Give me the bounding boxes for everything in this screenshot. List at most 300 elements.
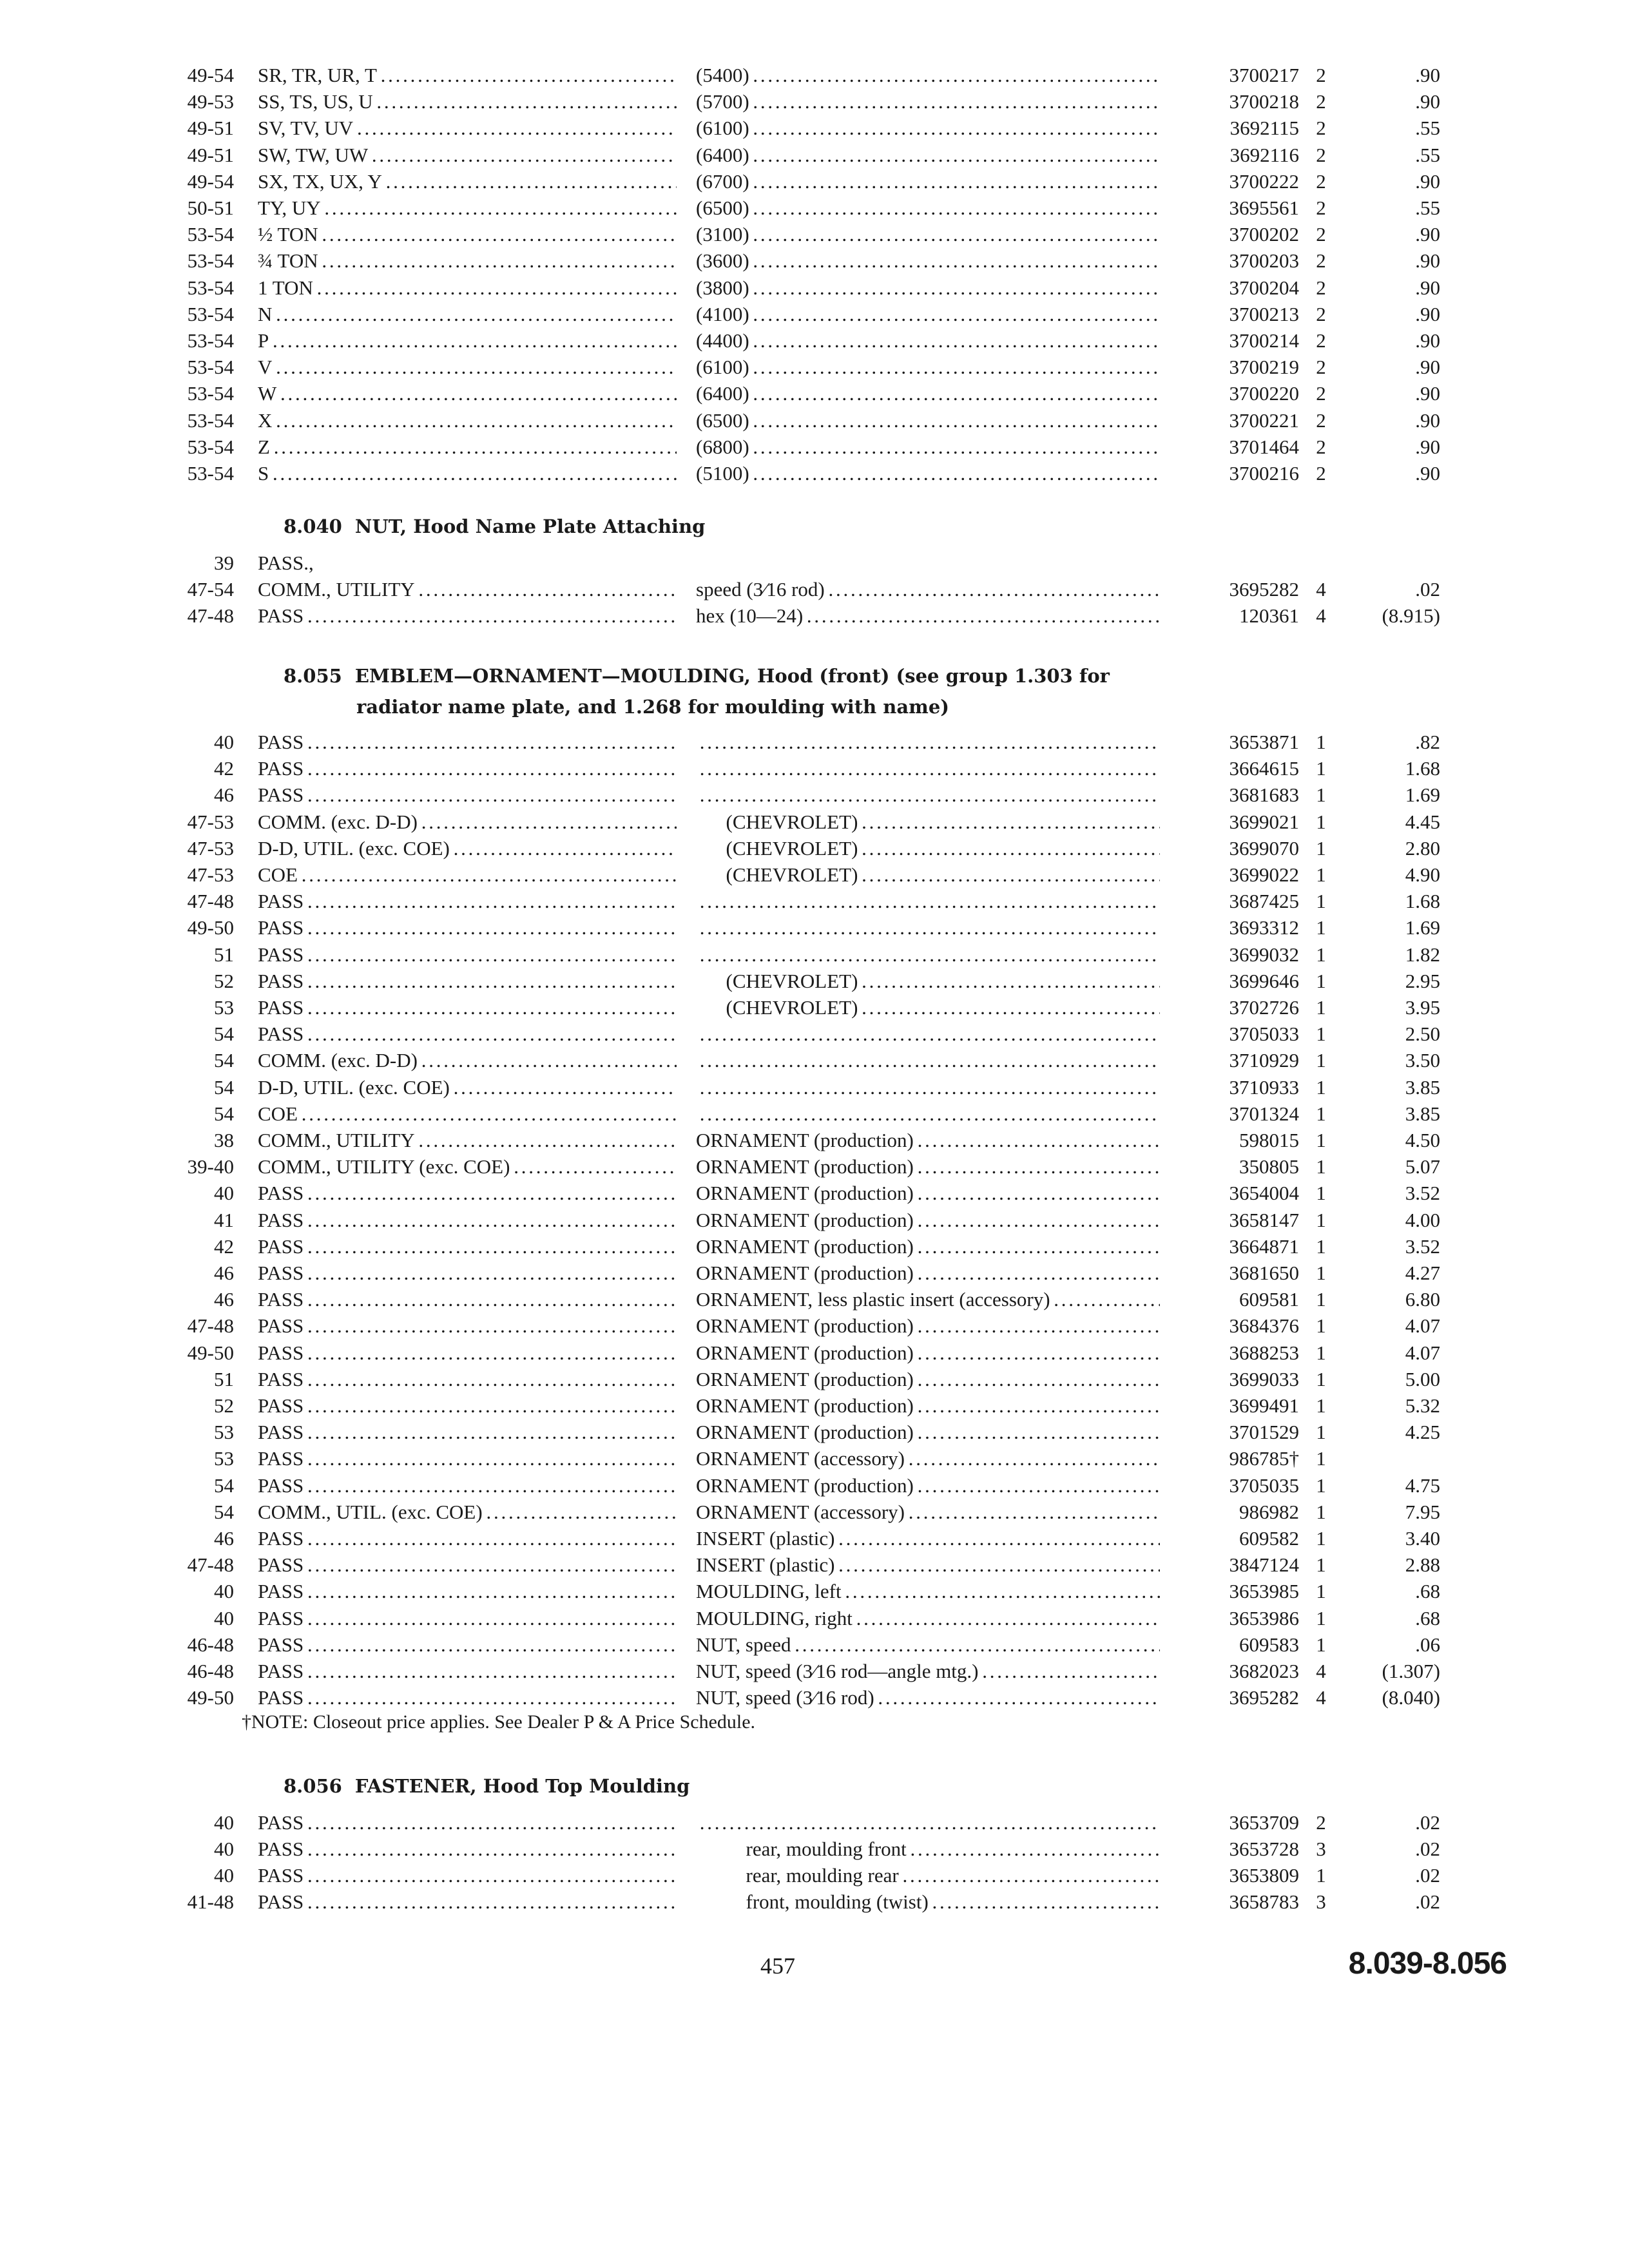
parts-row [0,861,1629,888]
part-number-cell: 3699491 [1160,1392,1299,1419]
parts-row [0,274,1629,301]
model-cell: PASS . . . [258,994,677,1021]
section-title-continued: radiator name plate, and 1.268 for moulding with name) [356,696,950,718]
part-number-cell: 3700214 [1160,327,1299,354]
quantity-cell: 2 [1316,382,1326,405]
year-cell: 46 [214,1262,234,1284]
part-number-cell: 3699033 [1160,1366,1299,1392]
part-number-cell: 3658147 [1160,1207,1299,1233]
parts-row [0,1605,1629,1631]
year-cell: 40 [214,1864,234,1887]
model-cell: X . . . [258,407,677,434]
model-cell: COMM. (exc. D-D) . . . [258,1047,677,1073]
model-cell: W . . . [258,380,677,407]
price-cell: 1.68 [1405,890,1440,912]
description-cell: INSERT (plastic) . . . [696,1525,1173,1552]
parts-row [0,1578,1629,1604]
description-cell: ORNAMENT (production) . . . [696,1233,1173,1260]
parts-row [0,168,1629,195]
quantity-cell: 3 [1316,1838,1326,1860]
quantity-cell: 2 [1316,303,1326,325]
model-cell: S . . . [258,460,677,486]
parts-row [0,914,1629,941]
description-cell: (3100) . . . [696,221,1173,247]
model-cell: PASS . . . [258,1233,677,1260]
year-cell: 46-48 [187,1633,234,1656]
part-number-cell: 3702726 [1160,994,1299,1021]
part-number-cell: 3699021 [1160,809,1299,835]
year-cell: 49-50 [187,1341,234,1364]
parts-row [0,1392,1629,1419]
quantity-cell: 1 [1316,1501,1326,1523]
part-number-cell: 3653809 [1160,1862,1299,1888]
parts-row [0,941,1629,968]
parts-row [0,434,1629,460]
part-number-cell: 3700204 [1160,274,1299,301]
quantity-cell: 1 [1316,1527,1326,1550]
year-cell: 49-53 [187,90,234,113]
price-cell: (1.307) [1382,1660,1440,1682]
parts-row [0,994,1629,1021]
quantity-cell: 2 [1316,409,1326,432]
model-cell: PASS . . . [258,888,677,914]
quantity-cell: 2 [1316,64,1326,86]
quantity-cell: 1 [1316,1235,1326,1258]
quantity-cell: 1 [1316,1864,1326,1887]
price-cell: 6.80 [1405,1288,1440,1311]
price-cell: 1.69 [1405,916,1440,939]
quantity-cell: 1 [1316,1368,1326,1390]
parts-row [0,115,1629,141]
parts-row [0,1233,1629,1260]
year-cell: 40 [214,1811,234,1834]
model-cell: 1 TON . . . [258,274,677,301]
price-cell: .90 [1415,462,1440,485]
model-cell: PASS . . . [258,941,677,968]
year-cell: 53 [214,996,234,1019]
quantity-cell: 1 [1316,996,1326,1019]
part-number-cell: 3688253 [1160,1340,1299,1366]
quantity-cell: 1 [1316,757,1326,780]
price-cell: 4.50 [1405,1129,1440,1151]
parts-row [0,1312,1629,1339]
price-cell: .90 [1415,249,1440,272]
quantity-cell: 2 [1316,249,1326,272]
model-cell: D-D, UTIL. (exc. COE) . . . [258,1074,677,1100]
year-cell: 54 [214,1076,234,1099]
part-number-cell: 3700216 [1160,460,1299,486]
description-cell [696,1047,1173,1073]
description-cell: rear, moulding rear . . . [696,1862,1173,1888]
year-cell: 47-48 [187,890,234,912]
parts-row [0,1021,1629,1047]
part-number-cell: 3681683 [1160,782,1299,808]
parts-row [0,1047,1629,1073]
model-cell: SS, TS, US, U . . . [258,88,677,115]
quantity-cell: 2 [1316,436,1326,458]
price-cell: .90 [1415,409,1440,432]
quantity-cell: 1 [1316,1607,1326,1629]
parts-row [0,888,1629,914]
description-cell: (5400) . . . [696,62,1173,88]
description-cell: INSERT (plastic) . . . [696,1552,1173,1578]
price-cell: 3.40 [1405,1527,1440,1550]
price-cell: 4.75 [1405,1474,1440,1497]
price-cell: 3.95 [1405,996,1440,1019]
quantity-cell: 1 [1316,1209,1326,1231]
year-cell: 53-54 [187,276,234,299]
price-cell: 1.82 [1405,943,1440,966]
model-cell: PASS . . . [258,914,677,941]
model-cell: PASS . . . [258,1180,677,1206]
price-cell: 5.00 [1405,1368,1440,1390]
description-cell: ORNAMENT (production) . . . [696,1312,1173,1339]
year-cell: 50-51 [187,197,234,219]
parts-row [0,1100,1629,1127]
part-number-cell: 3847124 [1160,1552,1299,1578]
model-cell: PASS . . . [258,1392,677,1419]
model-cell: PASS . . . [258,1312,677,1339]
model-cell: PASS . . . [258,1525,677,1552]
description-cell: ORNAMENT (production) . . . [696,1153,1173,1180]
price-cell: .90 [1415,436,1440,458]
price-cell: .90 [1415,303,1440,325]
price-cell: 2.88 [1405,1553,1440,1576]
parts-row [0,1631,1629,1658]
description-cell: ORNAMENT (accessory) . . . [696,1499,1173,1525]
year-cell: 47-48 [187,1314,234,1337]
year-cell: 41 [214,1209,234,1231]
year-cell: 51 [214,1368,234,1390]
parts-row [0,1445,1629,1472]
price-cell: 2.95 [1405,970,1440,992]
model-cell: P . . . [258,327,677,354]
year-cell: 53-54 [187,303,234,325]
model-cell: SW, TW, UW . . . [258,142,677,168]
year-cell: 53-54 [187,436,234,458]
description-cell: (CHEVROLET) . . . [696,994,1173,1021]
quantity-cell: 2 [1316,197,1326,219]
description-cell: (4100) . . . [696,301,1173,327]
parts-row [0,755,1629,782]
parts-row [0,1286,1629,1312]
price-cell: .90 [1415,329,1440,352]
description-cell: speed (3⁄16 rod) . . . [696,576,1173,602]
year-cell: 49-51 [187,117,234,139]
model-cell: COMM. (exc. D-D) . . . [258,809,677,835]
part-number-cell: 3699022 [1160,861,1299,888]
year-cell: 49-50 [187,916,234,939]
model-cell: PASS . . . [258,729,677,755]
year-cell: 47-53 [187,863,234,886]
year-cell: 53-54 [187,329,234,352]
part-number-cell: 3664615 [1160,755,1299,782]
part-number-cell: 3695282 [1160,1684,1299,1711]
year-cell: 40 [214,731,234,753]
quantity-cell: 1 [1316,1633,1326,1656]
description-cell: (6700) . . . [696,168,1173,195]
parts-row [0,460,1629,486]
part-number-cell: 3710933 [1160,1074,1299,1100]
quantity-cell: 1 [1316,1155,1326,1178]
parts-row [0,550,1629,576]
year-cell: 47-53 [187,837,234,860]
section-range: 8.039-8.056 [1348,1946,1507,1981]
year-cell: 49-51 [187,144,234,166]
year-cell: 39-40 [187,1155,234,1178]
year-cell: 47-48 [187,604,234,627]
description-cell: (6400) . . . [696,142,1173,168]
price-cell: .02 [1415,1811,1440,1834]
description-cell: ORNAMENT (production) . . . [696,1180,1173,1206]
year-cell: 47-54 [187,578,234,601]
model-cell: PASS . . . [258,1578,677,1604]
price-cell: 2.50 [1405,1023,1440,1045]
model-cell: COE . . . [258,1100,677,1127]
year-cell: 51 [214,943,234,966]
description-cell: NUT, speed . . . [696,1631,1173,1658]
description-cell: NUT, speed (3⁄16 rod) . . . [696,1684,1173,1711]
quantity-cell: 1 [1316,1076,1326,1099]
part-number-cell: 3653986 [1160,1605,1299,1631]
description-cell [696,729,1173,755]
description-cell: NUT, speed (3⁄16 rod—angle mtg.) . . . [696,1658,1173,1684]
quantity-cell: 1 [1316,1049,1326,1072]
description-cell: (4400) . . . [696,327,1173,354]
section-title: EMBLEM—ORNAMENT—MOULDING, Hood (front) (see group 1.303 for [354,665,1110,687]
parts-row [0,1684,1629,1711]
description-cell: (5100) . . . [696,460,1173,486]
model-cell: SX, TX, UX, Y . . . [258,168,677,195]
part-number-cell: 3700220 [1160,380,1299,407]
part-number-cell: 3681650 [1160,1260,1299,1286]
model-cell: SR, TR, UR, T . . . [258,62,677,88]
model-cell: PASS . . . [258,1472,677,1499]
quantity-cell: 2 [1316,90,1326,113]
parts-row [0,1862,1629,1888]
footnote: †NOTE: Closeout price applies. See Dealer P & A Price Schedule. [242,1711,756,1733]
price-cell: .82 [1415,731,1440,753]
description-cell: rear, moulding front . . . [696,1836,1173,1862]
section-title: FASTENER, Hood Top Moulding [354,1775,690,1797]
description-cell: (6100) . . . [696,115,1173,141]
description-cell: ORNAMENT (production) . . . [696,1419,1173,1445]
year-cell: 53-54 [187,223,234,245]
year-cell: 53-54 [187,356,234,378]
price-cell: (8.915) [1382,604,1440,627]
quantity-cell: 1 [1316,1474,1326,1497]
description-cell: ORNAMENT (production) . . . [696,1472,1173,1499]
part-number-cell: 3705035 [1160,1472,1299,1499]
part-number-cell: 3664871 [1160,1233,1299,1260]
parts-row [0,1180,1629,1206]
parts-row [0,327,1629,354]
year-cell: 42 [214,1235,234,1258]
parts-row [0,1888,1629,1915]
model-cell: PASS . . . [258,1021,677,1047]
description-cell: (CHEVROLET) . . . [696,861,1173,888]
parts-row [0,1525,1629,1552]
year-cell: 46 [214,1527,234,1550]
price-cell: .02 [1415,1864,1440,1887]
part-number-cell: 350805 [1160,1153,1299,1180]
price-cell: 4.07 [1405,1341,1440,1364]
price-cell: 3.52 [1405,1235,1440,1258]
description-cell: ORNAMENT (production) . . . [696,1260,1173,1286]
quantity-cell: 1 [1316,783,1326,806]
price-cell: 1.68 [1405,757,1440,780]
parts-row [0,62,1629,88]
model-cell: PASS . . . [258,782,677,808]
year-cell: 53 [214,1447,234,1470]
price-cell: 1.69 [1405,783,1440,806]
model-cell: PASS., [258,552,314,574]
quantity-cell: 4 [1316,1660,1326,1682]
quantity-cell: 4 [1316,604,1326,627]
quantity-cell: 1 [1316,916,1326,939]
description-cell: (6500) . . . [696,407,1173,434]
price-cell: 3.50 [1405,1049,1440,1072]
part-number-cell: 3684376 [1160,1312,1299,1339]
model-cell: COMM., UTIL. (exc. COE) . . . [258,1499,677,1525]
parts-row [0,1340,1629,1366]
parts-row [0,602,1629,629]
part-number-cell: 3700218 [1160,88,1299,115]
quantity-cell: 4 [1316,1686,1326,1709]
quantity-cell: 3 [1316,1890,1326,1913]
model-cell: Z . . . [258,434,677,460]
price-cell: 4.90 [1405,863,1440,886]
year-cell: 54 [214,1102,234,1125]
year-cell: 39 [214,552,234,574]
quantity-cell: 1 [1316,1288,1326,1311]
price-cell: .06 [1415,1633,1440,1656]
part-number-cell: 609583 [1160,1631,1299,1658]
description-cell [696,914,1173,941]
price-cell: 3.85 [1405,1076,1440,1099]
page-number: 457 [760,1953,795,1979]
model-cell: COMM., UTILITY (exc. COE) . . . [258,1153,677,1180]
quantity-cell: 1 [1316,1262,1326,1284]
price-cell: .55 [1415,144,1440,166]
description-cell: MOULDING, left . . . [696,1578,1173,1604]
year-cell: 46-48 [187,1660,234,1682]
part-number-cell: 3699646 [1160,968,1299,994]
parts-row [0,968,1629,994]
model-cell: N . . . [258,301,677,327]
description-cell: MOULDING, right . . . [696,1605,1173,1631]
year-cell: 53-54 [187,409,234,432]
year-cell: 40 [214,1182,234,1204]
price-cell: 7.95 [1405,1501,1440,1523]
description-cell: ORNAMENT (production) . . . [696,1366,1173,1392]
parts-row [0,809,1629,835]
year-cell: 53 [214,1421,234,1443]
parts-row [0,1552,1629,1578]
quantity-cell: 1 [1316,1394,1326,1417]
year-cell: 41-48 [187,1890,234,1913]
year-cell: 47-48 [187,1553,234,1576]
description-cell [696,755,1173,782]
price-cell: .90 [1415,382,1440,405]
year-cell: 49-50 [187,1686,234,1709]
description-cell [696,782,1173,808]
part-number-cell: 3701464 [1160,434,1299,460]
year-cell: 54 [214,1474,234,1497]
model-cell: PASS . . . [258,1862,677,1888]
parts-row [0,88,1629,115]
year-cell: 54 [214,1023,234,1045]
price-cell: 4.45 [1405,811,1440,833]
quantity-cell: 2 [1316,117,1326,139]
part-number-cell: 3710929 [1160,1047,1299,1073]
quantity-cell: 2 [1316,170,1326,193]
year-cell: 49-54 [187,64,234,86]
model-cell: SV, TV, UV . . . [258,115,677,141]
section-code: 8.056 [284,1775,342,1797]
price-cell: 4.27 [1405,1262,1440,1284]
parts-row [0,1366,1629,1392]
model-cell: PASS . . . [258,1631,677,1658]
part-number-cell: 3692116 [1160,142,1299,168]
description-cell: (CHEVROLET) . . . [696,968,1173,994]
year-cell: 52 [214,970,234,992]
quantity-cell: 1 [1316,1553,1326,1576]
quantity-cell: 2 [1316,1811,1326,1834]
model-cell: PASS . . . [258,602,677,629]
model-cell: PASS . . . [258,1286,677,1312]
model-cell: PASS . . . [258,1445,677,1472]
model-cell: TY, UY . . . [258,195,677,221]
description-cell: ORNAMENT (accessory) . . . [696,1445,1173,1472]
part-number-cell: 3700221 [1160,407,1299,434]
description-cell: (6100) . . . [696,354,1173,380]
parts-row [0,576,1629,602]
quantity-cell: 2 [1316,462,1326,485]
description-cell [696,1809,1173,1836]
model-cell: PASS . . . [258,968,677,994]
part-number-cell: 3692115 [1160,115,1299,141]
model-cell: PASS . . . [258,1419,677,1445]
year-cell: 54 [214,1501,234,1523]
model-cell: PASS . . . [258,1207,677,1233]
section-title: NUT, Hood Name Plate Attaching [354,515,706,537]
part-number-cell: 3695561 [1160,195,1299,221]
price-cell: 4.00 [1405,1209,1440,1231]
price-cell: .55 [1415,117,1440,139]
parts-row [0,729,1629,755]
section-header [284,512,705,541]
quantity-cell: 1 [1316,1182,1326,1204]
section-code: 8.055 [284,665,342,687]
part-number-cell: 598015 [1160,1127,1299,1153]
description-cell: (6800) . . . [696,434,1173,460]
price-cell: (8.040) [1382,1686,1440,1709]
price-cell: 2.80 [1405,837,1440,860]
year-cell: 40 [214,1838,234,1860]
description-cell: (6400) . . . [696,380,1173,407]
parts-row [0,142,1629,168]
description-cell [696,1100,1173,1127]
year-cell: 42 [214,757,234,780]
parts-row [0,1419,1629,1445]
model-cell: D-D, UTIL. (exc. COE) . . . [258,835,677,861]
part-number-cell: 3700219 [1160,354,1299,380]
quantity-cell: 1 [1316,970,1326,992]
part-number-cell: 3658783 [1160,1888,1299,1915]
year-cell: 53-54 [187,382,234,405]
parts-row [0,221,1629,247]
